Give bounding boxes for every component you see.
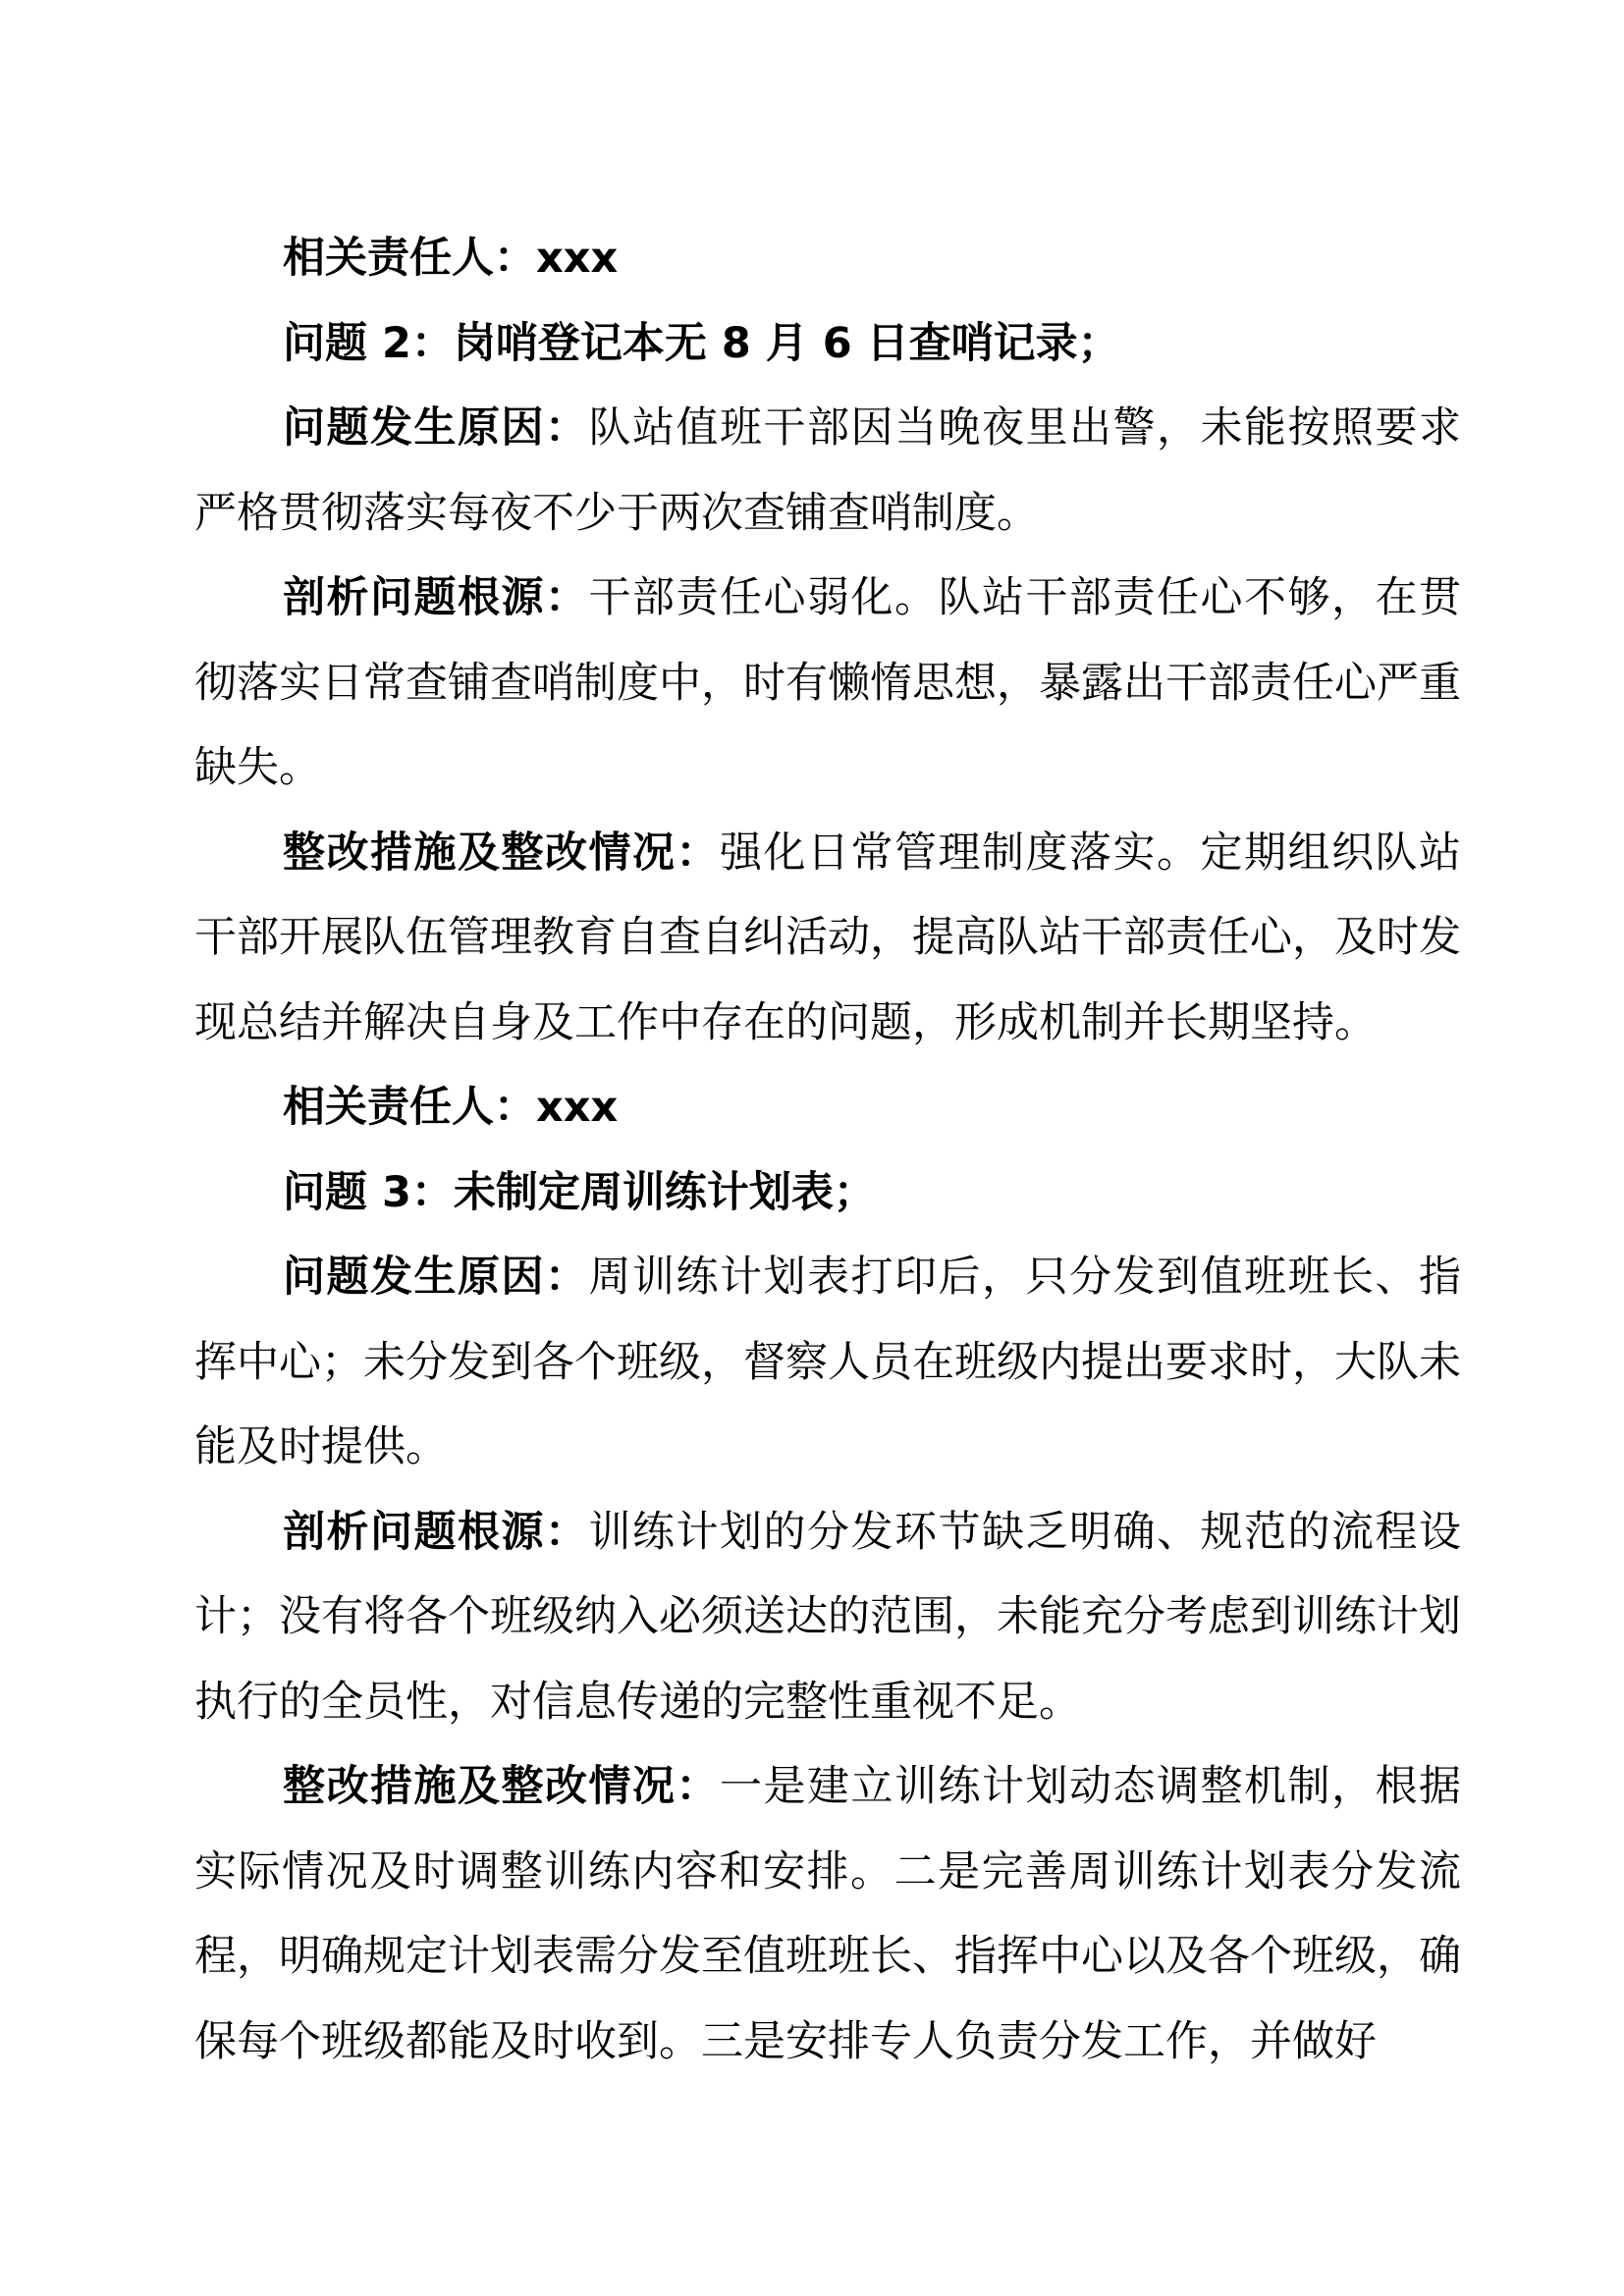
issue-3-rectification bbox=[194, 1744, 1461, 2084]
document-body bbox=[194, 216, 1461, 2084]
content: 强化日常管理制度落实。定期组织队站干部开展队伍管理教育自查自纠活动，提高队站干部责任心，及时发现总结并解决自身及工作中存在的问题，形成机制并长期坚持。 bbox=[194, 828, 1461, 1047]
content: 周训练计划表打印后，只分发到值班班长、指挥中心；未分发到各个班级，督察人员在班级内提出要求时，大队未能及时提供。 bbox=[194, 1253, 1461, 1471]
label: 问题发生原因： bbox=[283, 403, 589, 453]
label: 整改措施及整改情况： bbox=[283, 828, 720, 878]
content: 训练计划的分发环节缺乏明确、规范的流程设计；没有将各个班级纳入必须送达的范围，未能充分考虑到训练计划执行的全员性，对信息传递的完整性重视不足。 bbox=[194, 1507, 1461, 1727]
label: 问题 3 bbox=[283, 1167, 411, 1217]
responsible-person-1 bbox=[194, 216, 1461, 301]
content: 干部责任心弱化。队站干部责任心不够，在贯彻落实日常查铺查哨制度中，时有懒惰思想，暴露出干部责任心严重缺失。 bbox=[194, 573, 1461, 792]
issue-2-rectification bbox=[194, 811, 1461, 1066]
issue-3-cause bbox=[194, 1235, 1461, 1490]
content: ：岗哨登记本无 8 月 6 日查哨记录； bbox=[410, 318, 1120, 368]
label: 剖析问题根源： bbox=[283, 1507, 589, 1557]
content: 队站值班干部因当晚夜里出警，未能按照要求严格贯彻落实每夜不少于两次查铺查哨制度。 bbox=[194, 403, 1461, 538]
issue-3-title bbox=[194, 1150, 1461, 1236]
label: 问题发生原因： bbox=[283, 1253, 589, 1302]
label: 相关责任人： bbox=[283, 1083, 536, 1132]
content: xxx bbox=[536, 1083, 619, 1132]
label: 剖析问题根源： bbox=[283, 573, 589, 622]
responsible-person-2 bbox=[194, 1065, 1461, 1150]
content: ：未制定周训练计划表； bbox=[410, 1167, 876, 1217]
issue-2-title bbox=[194, 301, 1461, 387]
issue-2-cause bbox=[194, 386, 1461, 556]
label: 问题 2 bbox=[283, 318, 411, 368]
label: 相关责任人： bbox=[283, 234, 536, 283]
issue-2-root-analysis bbox=[194, 556, 1461, 811]
issue-3-root-analysis bbox=[194, 1490, 1461, 1745]
content: xxx bbox=[536, 234, 619, 283]
label: 整改措施及整改情况： bbox=[283, 1762, 720, 1811]
content: 一是建立训练计划动态调整机制，根据实际情况及时调整训练内容和安排。二是完善周训练计划表分发流程，明确规定计划表需分发至值班班长、指挥中心以及各个班级，确保每个班级都能及时收到。三是安排专人负责分发工作，并做好 bbox=[194, 1762, 1461, 2066]
